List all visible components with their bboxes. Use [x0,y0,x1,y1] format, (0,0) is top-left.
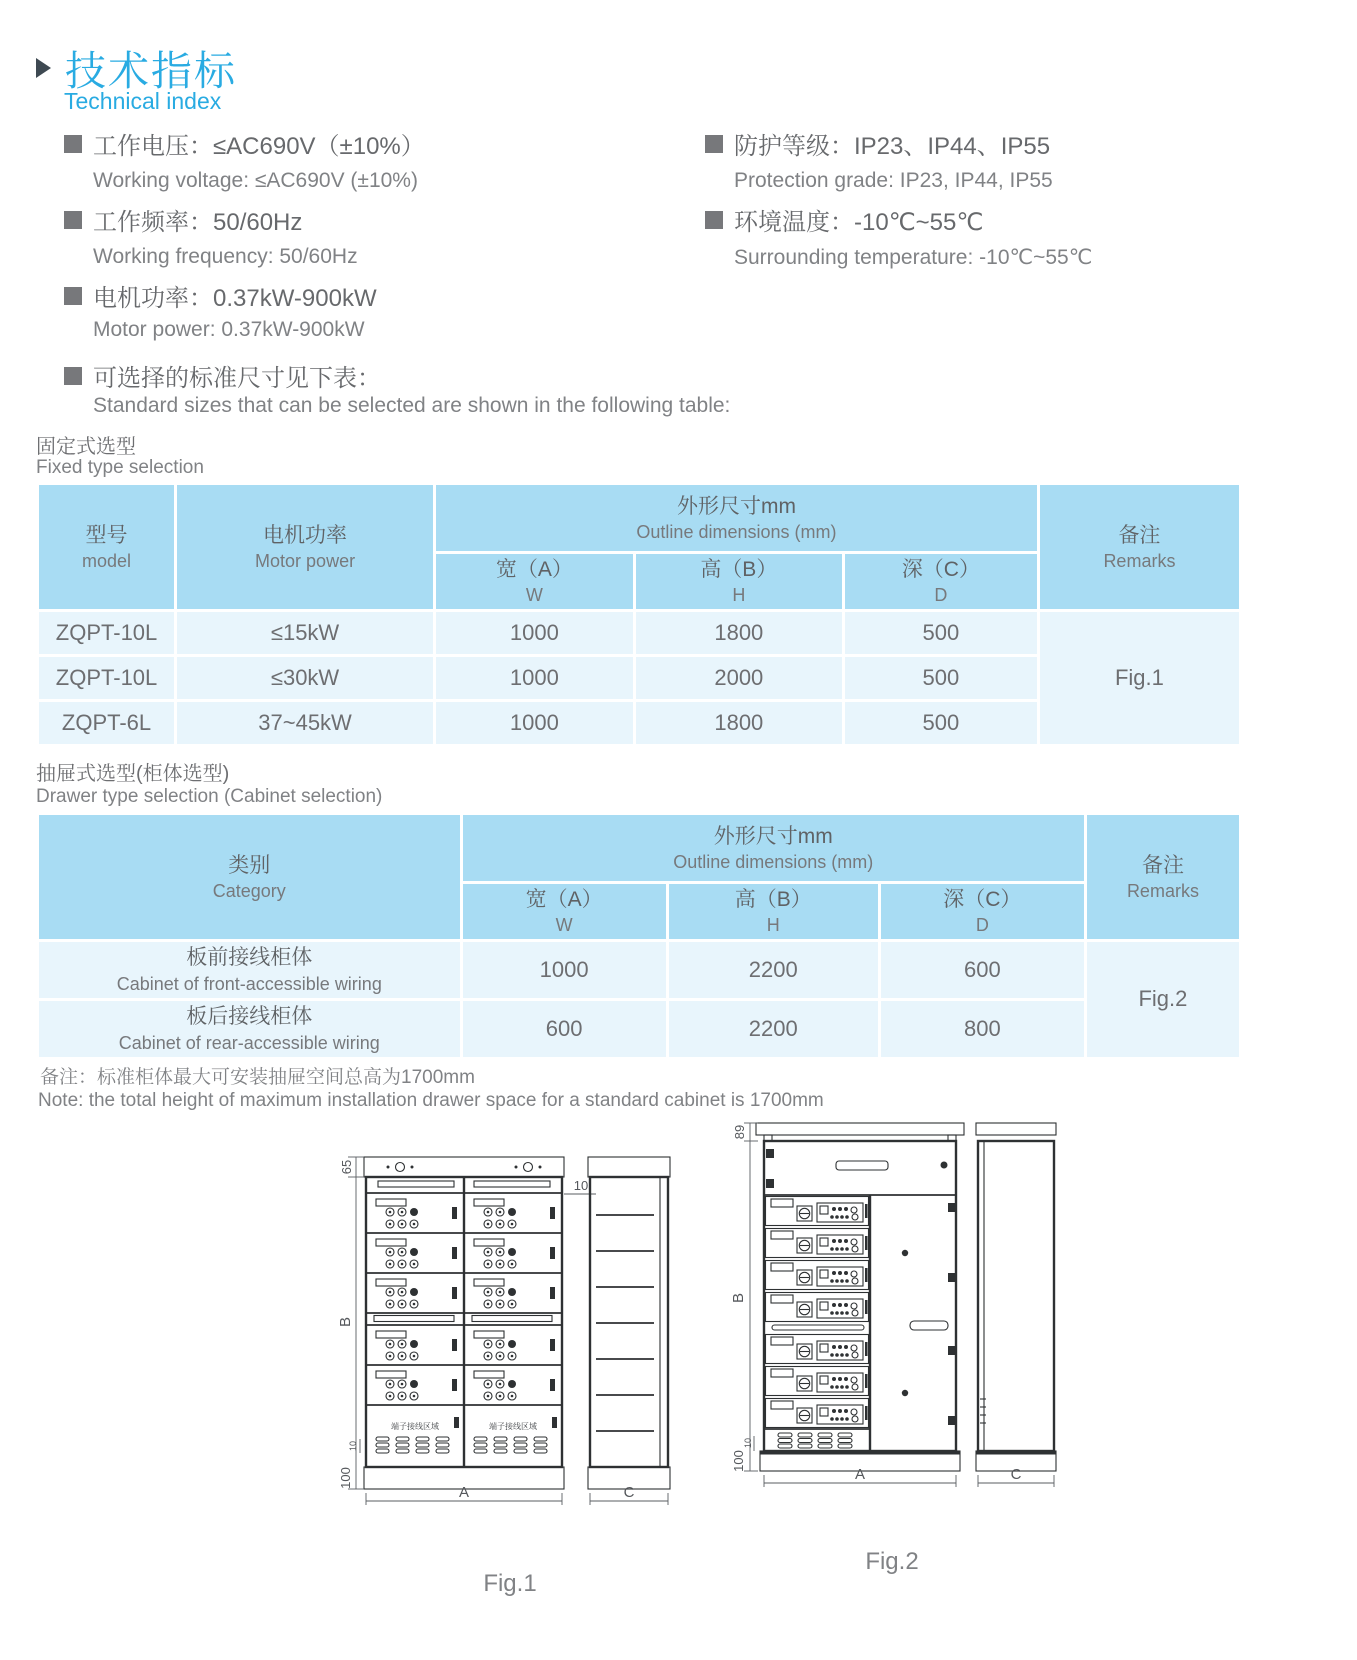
footnote-zh: 备注：标准柜体最大可安装抽屉空间总高为1700mm [40,1067,475,1088]
terminal-area-label: 端子接线区域 [390,1422,439,1431]
cell-width: 1000 [463,942,666,998]
drawer-type-table [36,812,1242,1060]
col-header-width: 宽（A） W [463,884,666,939]
spec-zh-text: 环境温度：-10℃~55℃ [734,209,984,236]
spec-working-voltage-en: Working voltage: ≤AC690V (±10%) [93,169,418,192]
fig2-dim-89: 89 [731,1124,747,1140]
figure-2 [712,1103,1072,1576]
footnote-en: Note: the total height of maximum installation drawer space for a standard cabinet is 1700mm [38,1090,824,1111]
cell-model: ZQPT-10L [39,612,174,654]
cell-height: 1800 [636,702,842,744]
drawer-section-label-zh: 抽屉式选型(柜体选型) [36,763,230,785]
spec-surrounding-temperature-en: Surrounding temperature: -10℃~55℃ [734,246,1093,269]
spec-working-frequency-en: Working frequency: 50/60Hz [93,245,358,268]
col-header-depth: 深（C） D [881,884,1084,939]
triangle-marker-icon [36,58,51,78]
spec-protection-grade [705,126,1050,161]
cell-model: ZQPT-6L [39,702,174,744]
cell-remark: Fig.2 [1087,942,1239,1057]
col-header-motor-power: 电机功率 Motor power [177,485,433,609]
cell-height: 2200 [669,1001,878,1057]
drawer-section-label-en: Drawer type selection (Cabinet selection) [36,786,383,807]
cell-depth: 500 [845,702,1037,744]
cell-width: 1000 [436,702,633,744]
fig1-dim-10-left: 10 [347,1440,358,1452]
col-header-depth: 深（C） D [845,554,1037,609]
cell-power: 37~45kW [177,702,433,744]
square-bullet-icon [64,211,82,229]
square-bullet-icon [64,135,82,153]
spec-motor-power-en: Motor power: 0.37kW-900kW [93,318,365,341]
spec-working-voltage [64,126,425,161]
col-header-height: 高（B） H [636,554,842,609]
terminal-area-label: 端子接线区域 [488,1422,537,1431]
cell-height: 2200 [669,942,878,998]
fig2-dim-10: 10 [742,1437,753,1449]
fig1-dim-65: 65 [338,1159,354,1175]
col-header-width: 宽（A） W [436,554,633,609]
spec-table-intro-en: Standard sizes that can be selected are shown in the following table: [93,394,731,417]
fig2-front-view [730,1123,964,1487]
cell-power: ≤30kW [177,657,433,699]
cell-power: ≤15kW [177,612,433,654]
fixed-section-label-en: Fixed type selection [36,457,204,478]
col-header-category: 类别 Category [39,815,460,939]
spec-zh-text: 工作电压：≤AC690V（±10%） [93,133,425,160]
square-bullet-icon [64,287,82,305]
square-bullet-icon [705,135,723,153]
cell-remark: Fig.1 [1040,612,1239,744]
spec-surrounding-temperature [705,202,983,237]
square-bullet-icon [64,367,82,385]
spec-zh-text: 电机功率：0.37kW-900kW [93,285,377,312]
fig1-dim-100: 100 [337,1467,353,1489]
col-header-height: 高（B） H [669,884,878,939]
fig2-dim-B: B [729,1292,747,1304]
fig1-caption: Fig.1 [483,1570,537,1597]
fixed-section-label-zh: 固定式选型 [36,436,136,458]
page-subtitle: Technical index [64,88,222,114]
table-row [39,942,1239,998]
cell-category: 板后接线柜体 Cabinet of rear-accessible wiring [39,1001,460,1057]
spec-zh-text: 防护等级：IP23、IP44、IP55 [734,133,1051,160]
spec-motor-power [64,278,377,313]
spec-table-intro [64,358,381,393]
fig2-side-view [976,1123,1056,1487]
fig1-dim-A: A [458,1484,469,1501]
fixed-type-table [36,482,1242,747]
cell-depth: 500 [845,612,1037,654]
cell-depth: 600 [881,942,1084,998]
cell-depth: 500 [845,657,1037,699]
fig2-dim-A: A [854,1466,865,1483]
spec-working-frequency [64,202,302,237]
cell-height: 1800 [636,612,842,654]
cell-height: 2000 [636,657,842,699]
square-bullet-icon [705,211,723,229]
col-header-remarks: 备注 Remarks [1087,815,1239,939]
cell-model: ZQPT-10L [39,657,174,699]
table-row [39,1001,1239,1057]
fig2-dim-C: C [1010,1466,1021,1483]
col-header-remarks: 备注 Remarks [1040,485,1239,609]
spec-zh-text: 工作频率：50/60Hz [93,209,303,236]
fig2-dim-100: 100 [730,1450,746,1472]
fig1-dim-C: C [623,1484,634,1501]
fig1-cabinet-drawing [338,1135,683,1555]
spec-protection-grade-en: Protection grade: IP23, IP44, IP55 [734,169,1053,192]
fig2-caption: Fig.2 [865,1548,919,1575]
table-row [39,612,1239,654]
fig2-cabinet-drawing [720,1103,1065,1533]
cell-width: 600 [463,1001,666,1057]
figure-1 [330,1135,690,1598]
cell-depth: 800 [881,1001,1084,1057]
page-title: 技术指标 [65,48,237,94]
cell-category: 板前接线柜体 Cabinet of front-accessible wiring [39,942,460,998]
col-header-outline-dimensions: 外形尺寸mm Outline dimensions (mm) [463,815,1084,881]
col-header-outline-dimensions: 外形尺寸mm Outline dimensions (mm) [436,485,1037,551]
col-header-model: 型号 model [39,485,174,609]
cell-width: 1000 [436,612,633,654]
cell-width: 1000 [436,657,633,699]
fig1-front-view [338,1157,596,1505]
fig1-dim-10-top: 10 [573,1178,588,1193]
fig1-dim-B: B [337,1316,354,1328]
fig1-side-view [588,1157,670,1505]
spec-zh-text: 可选择的标准尺寸见下表： [93,365,381,392]
